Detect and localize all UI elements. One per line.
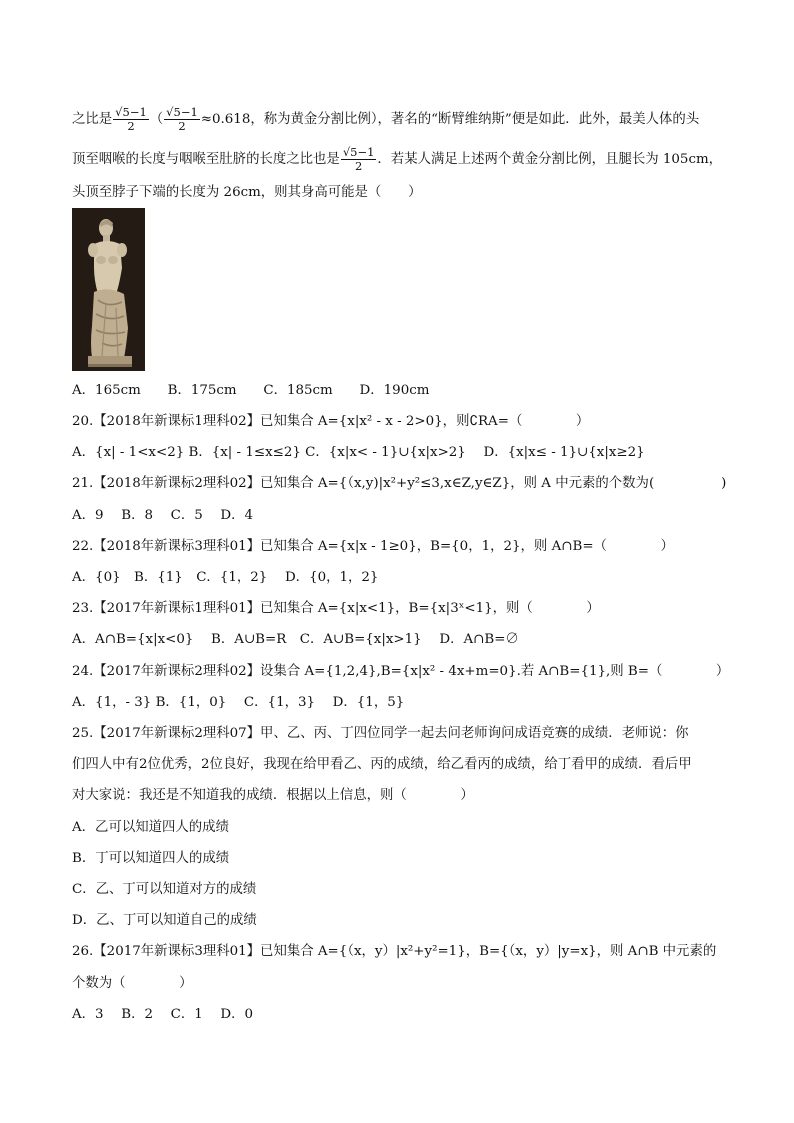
q25-stem-line3: 对大家说：我还是不知道我的成绩．根据以上信息，则（ ） — [72, 788, 474, 803]
q22-options: A．{0} B．{1} C．{1，2} D．{0，1，2} — [72, 570, 379, 585]
q20-stem: 20.【2018年新课标1理科02】已知集合 A={x|x² - x - 2>0}，则∁RA=（ ） — [72, 414, 590, 429]
q23-options: A．A∩B={x|x<0} B．A∪B=R C．A∪B={x|x>1} D．A∩B=∅ — [72, 632, 519, 647]
text: ≈0.618，称为黄金分割比例），著名的“断臂维纳斯”便是如此．此外，最美人体的头 — [200, 112, 700, 127]
q25-stem-line1: 25.【2017年新课标2理科07】甲、乙、丙、丁四位同学一起去问老师询问成语竞赛的成绩．老师说：你 — [72, 726, 689, 741]
q24-options: A．{1，- 3} B．{1，0} C．{1，3} D．{1，5} — [72, 695, 405, 710]
venus-de-milo-statue-icon — [72, 208, 145, 371]
q19-options: A．165cm B．175cm C．185cm D．190cm — [72, 383, 430, 398]
golden-ratio-fraction: $\frac{√5-1}{2}$ — [115, 105, 147, 133]
q19-line1 — [72, 106, 752, 133]
q23-stem: 23.【2017年新课标1理科01】已知集合 A={x|x<1}，B={x|3ˣ<1}，则（ ） — [72, 601, 600, 616]
golden-ratio-fraction: $\frac{√5-1}{2}$ — [166, 105, 198, 133]
q25-option-d: D．乙、丁可以知道自己的成绩 — [72, 913, 257, 928]
text: 之比是 — [72, 112, 113, 127]
q26-options: A．3 B．2 C．1 D．0 — [72, 1007, 254, 1022]
q19-line2 — [72, 146, 752, 173]
q26-stem-line1: 26.【2017年新课标3理科01】已知集合 A={（x，y）|x²+y²=1}，B={（x，y）|y=x}，则 A∩B 中元素的 — [72, 944, 717, 959]
text: 顶至咽喉的长度与咽喉至肚脐的长度之比也是 — [72, 152, 340, 167]
q26-stem-line2: 个数为（ ） — [72, 976, 193, 991]
text: （ — [149, 112, 164, 127]
text: ．若某人满足上述两个黄金分割比例，且腿长为 105cm， — [377, 152, 723, 167]
q25-stem-line2: 们四人中有2位优秀，2位良好，我现在给甲看乙、丙的成绩，给乙看丙的成绩，给丁看甲的成绩．看后甲 — [72, 757, 692, 772]
q21-stem: 21.【2018年新课标2理科02】已知集合 A={（x,y)|x²+y²≤3,x∈Z,y∈Z}，则 A 中元素的个数为( ) — [72, 476, 727, 491]
q19-line3: 头顶至脖子下端的长度为 26cm，则其身高可能是（ ） — [72, 185, 422, 200]
q25-option-a: A．乙可以知道四人的成绩 — [72, 820, 229, 835]
q24-stem: 24.【2017年新课标2理科02】设集合 A={1,2,4},B={x|x² - 4x+m=0}.若 A∩B={1},则 B=（ ） — [72, 664, 730, 679]
golden-ratio-fraction: $\frac{√5-1}{2}$ — [342, 145, 375, 173]
q22-stem: 22.【2018年新课标3理科01】已知集合 A={x|x - 1≥0}，B={0，1，2}，则 A∩B=（ ） — [72, 539, 674, 554]
q25-option-b: B．丁可以知道四人的成绩 — [72, 851, 230, 866]
q21-options: A．9 B．8 C．5 D．4 — [72, 508, 254, 523]
q20-options: A．{x| - 1<x<2} B．{x| - 1≤x≤2} C．{x|x< - 1}∪{x|x>2} D．{x|x≤ - 1}∪{x|x≥2} — [72, 445, 645, 460]
q25-option-c: C．乙、丁可以知道对方的成绩 — [72, 882, 257, 897]
